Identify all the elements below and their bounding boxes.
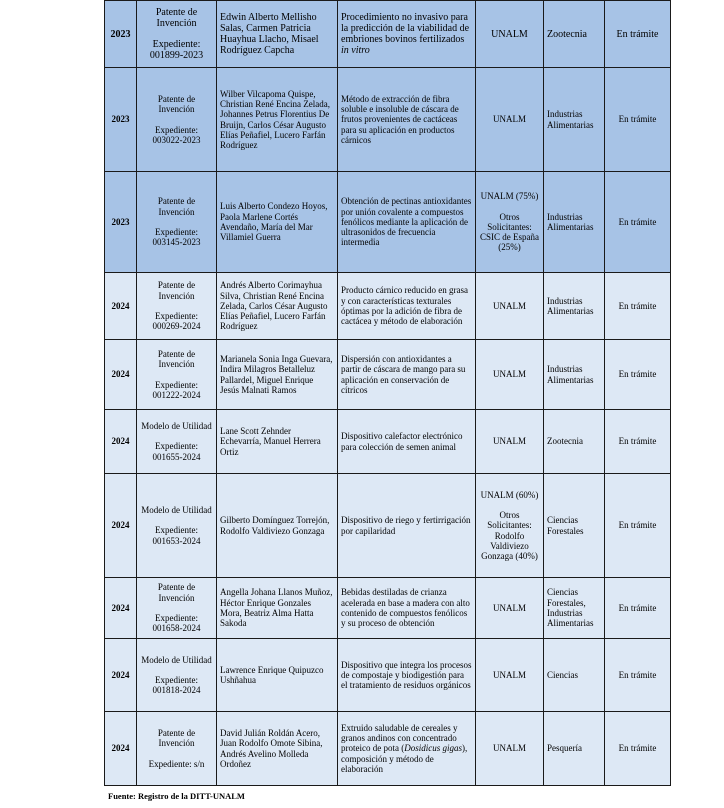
type-cell <box>137 410 217 474</box>
type-cell <box>137 68 217 172</box>
type-cell <box>137 340 217 410</box>
expediente-number: 001899-2023 <box>149 50 204 61</box>
type-cell <box>137 712 217 786</box>
title-cell <box>338 68 476 172</box>
applicant-primary: UNALM <box>493 602 526 613</box>
title-text: Dispositivo que integra los procesos de compostaje y biodigestión para el tratamiento de residuos orgánicos <box>341 659 472 691</box>
applicant-primary: UNALM (60%) <box>480 489 539 500</box>
title-text: Dispositivo de riego y fertirrigación por capilaridad <box>341 515 471 536</box>
patents-table <box>104 0 671 786</box>
year-cell: 2024 <box>105 474 137 578</box>
area-cell: Industrias Alimentarias <box>544 68 605 172</box>
applicant-cell <box>476 68 544 172</box>
title-text: Extruido saludable de cereales y granos andinos con concentrado proteico de pota ( <box>341 722 458 754</box>
type-label: Patente de Invención <box>157 348 196 370</box>
type-label: Modelo de Utilidad <box>141 421 212 432</box>
applicant-primary: UNALM <box>493 114 526 125</box>
year-cell: 2023 <box>105 1 137 68</box>
title-cell <box>338 340 476 410</box>
status-cell: En trámite <box>605 712 671 786</box>
year-cell: 2024 <box>105 639 137 712</box>
title-cell <box>338 639 476 712</box>
expediente-number: 001818-2024 <box>152 685 201 696</box>
title-text: Método de extracción de fibra soluble e insoluble de cáscara de frutos provenientes de cactáceas para su aplicación en productos cárnicos <box>341 93 459 145</box>
title-after: ), composición y método de elaboración <box>341 743 468 774</box>
expediente-label: Expediente: <box>155 441 198 452</box>
inventors-cell: Marianela Sonia Inga Guevara, Indira Milagros Betalleluz Pallardel, Miguel Enrique Jesús Malnati Ramos <box>217 340 338 410</box>
status-cell: En trámite <box>605 474 671 578</box>
expediente-label: Expediente: <box>155 613 198 623</box>
type-cell <box>137 172 217 273</box>
status-cell: En trámite <box>605 1 671 68</box>
inventors-cell: Angella Johana Llanos Muñoz, Héctor Enrique Gonzales Mora, Beatriz Alma Hatta Sakoda <box>217 578 338 639</box>
applicant-cell <box>476 273 544 340</box>
expediente-label: Expediente: <box>155 227 198 237</box>
title-text: Procedimiento no invasivo para la predicción de la viabilidad de embriones bovinos fertilizados <box>341 12 470 45</box>
type-label: Patente de Invención <box>157 582 196 603</box>
year-cell: 2023 <box>105 68 137 172</box>
expediente-number: 001655-2024 <box>152 451 201 462</box>
status-cell: En trámite <box>605 639 671 712</box>
table-row <box>105 1 671 68</box>
area-cell: Zootecnia <box>544 410 605 474</box>
status-cell: En trámite <box>605 340 671 410</box>
applicant-cell <box>476 639 544 712</box>
inventors-cell: Lawrence Enrique Quipuzco Ushñahua <box>217 639 338 712</box>
expediente-label: Expediente: <box>155 379 198 390</box>
year-cell: 2023 <box>105 172 137 273</box>
expediente-number: 003022-2023 <box>152 134 201 145</box>
type-cell <box>137 639 217 712</box>
applicant-primary: UNALM <box>493 369 526 380</box>
inventors-cell: Luis Alberto Condezo Hoyos, Paola Marlene Cortés Avendaño, María del Mar Villamiel Guerra <box>217 172 338 273</box>
year-cell: 2024 <box>105 273 137 340</box>
inventors-cell: Gilberto Domínguez Torrejón, Rodolfo Valdiviezo Gonzaga <box>217 474 338 578</box>
status-cell: En trámite <box>605 273 671 340</box>
expediente-number: 003145-2023 <box>152 237 201 248</box>
title-cell <box>338 273 476 340</box>
status-cell: En trámite <box>605 172 671 273</box>
title-cell <box>338 474 476 578</box>
title-italic: Dosidicus gigas <box>404 743 462 754</box>
expediente-label: Expediente: <box>152 39 201 50</box>
type-label: Patente de Invención <box>157 93 196 115</box>
type-cell <box>137 474 217 578</box>
area-cell: Pesquería <box>544 712 605 786</box>
expediente-label: Expediente: <box>155 674 198 685</box>
status-cell: En trámite <box>605 68 671 172</box>
expediente-number: 001222-2024 <box>152 389 201 400</box>
title-text: Dispositivo calefactor electrónico para colección de semen animal <box>341 431 463 452</box>
status-cell: En trámite <box>605 578 671 639</box>
expediente-number: 001658-2024 <box>152 623 201 634</box>
applicant-primary: UNALM <box>493 743 526 754</box>
type-label: Patente de Invención <box>157 280 196 301</box>
table-row <box>105 273 671 340</box>
area-cell: Zootecnia <box>544 1 605 68</box>
applicant-primary: UNALM <box>491 28 528 40</box>
table-row <box>105 474 671 578</box>
title-cell <box>338 172 476 273</box>
expediente-label: Expediente: <box>155 124 198 135</box>
applicant-cell <box>476 1 544 68</box>
source-note: Fuente: Registro de la DITT-UNALM <box>108 791 245 801</box>
title-italic: in vitro <box>341 45 370 56</box>
type-cell <box>137 273 217 340</box>
title-cell <box>338 410 476 474</box>
title-cell <box>338 578 476 639</box>
applicant-cell <box>476 410 544 474</box>
inventors-cell: Lane Scott Zehnder Echevarría, Manuel Herrera Ortiz <box>217 410 338 474</box>
table-row <box>105 712 671 786</box>
applicant-others: Otros Solicitantes: CSIC de España (25%) <box>480 211 539 253</box>
title-cell <box>338 712 476 786</box>
applicant-primary: UNALM (75%) <box>480 191 539 202</box>
expediente-number: 000269-2024 <box>152 321 201 332</box>
inventors-cell: Andrés Alberto Corimayhua Silva, Christian René Encina Zelada, Carlos César Augusto Elías Peñafiel, Lucero Farfán Rodríguez <box>217 273 338 340</box>
type-label: Modelo de Utilidad <box>141 654 212 665</box>
type-label: Modelo de Utilidad <box>141 505 212 516</box>
title-text: Producto cárnico reducido en grasa y con características texturales óptimas por la adición de fibra de cactácea y método de elaboración <box>341 285 468 327</box>
table-row <box>105 340 671 410</box>
applicant-cell <box>476 578 544 639</box>
year-cell: 2024 <box>105 410 137 474</box>
title-text: Bebidas destiladas de crianza acelerada en base a madera con alto contenido de compuestos fenólicos y su proceso de obtención <box>341 587 470 629</box>
title-text: Obtención de pectinas antioxidantes por unión covalente a compuestos fenólicos mediante la aplicación de ultrasonidos de frecuencia intermedia <box>341 196 472 248</box>
type-label: Patente de Invención <box>157 728 196 749</box>
title-cell <box>338 1 476 68</box>
table-row <box>105 578 671 639</box>
applicant-primary: UNALM <box>493 669 526 680</box>
applicant-others: Otros Solicitantes: Rodolfo Valdiviezo Gonzaga (40%) <box>481 509 538 562</box>
expediente-label: Expediente: <box>155 525 198 536</box>
year-cell: 2024 <box>105 578 137 639</box>
inventors-cell: Wilber Vilcapoma Quispe, Christian René Encina Zelada, Johannes Petrus Florentius De Bruijn, Carlos César Augusto Elías Peñafiel, Lucero Farfán Rodríguez <box>217 68 338 172</box>
title-text: Dispersión con antioxidantes a partir de cáscara de mango para su aplicación en conservación de cítricos <box>341 353 466 395</box>
area-cell: Industrias Alimentarias <box>544 172 605 273</box>
type-cell <box>137 1 217 68</box>
status-cell: En trámite <box>605 410 671 474</box>
inventors-cell: David Julián Roldán Acero, Juan Rodolfo Omote Sibina, Andrés Avelino Molleda Ordoñez <box>217 712 338 786</box>
area-cell: Ciencias Forestales, Industrias Alimentarias <box>544 578 605 639</box>
area-cell: Industrias Alimentarias <box>544 340 605 410</box>
applicant-primary: UNALM <box>493 436 526 447</box>
applicant-cell <box>476 474 544 578</box>
year-cell: 2024 <box>105 340 137 410</box>
table-row <box>105 410 671 474</box>
type-label: Patente de Invención <box>155 7 198 29</box>
area-cell: Industrias Alimentarias <box>544 273 605 340</box>
expediente-number: 001653-2024 <box>152 535 201 546</box>
table-row <box>105 68 671 172</box>
expediente-label: Expediente: <box>155 311 198 321</box>
expediente-label: Expediente: s/n <box>148 758 205 769</box>
table-row <box>105 639 671 712</box>
applicant-cell <box>476 172 544 273</box>
area-cell: Ciencias Forestales <box>544 474 605 578</box>
type-cell <box>137 578 217 639</box>
applicant-primary: UNALM <box>493 300 526 311</box>
inventors-cell: Edwin Alberto Mellisho Salas, Carmen Patricia Huayhua Llacho, Misael Rodríguez Capcha <box>217 1 338 68</box>
area-cell: Ciencias <box>544 639 605 712</box>
type-label: Patente de Invención <box>157 196 196 217</box>
table-row <box>105 172 671 273</box>
year-cell: 2024 <box>105 712 137 786</box>
applicant-cell <box>476 712 544 786</box>
applicant-cell <box>476 340 544 410</box>
